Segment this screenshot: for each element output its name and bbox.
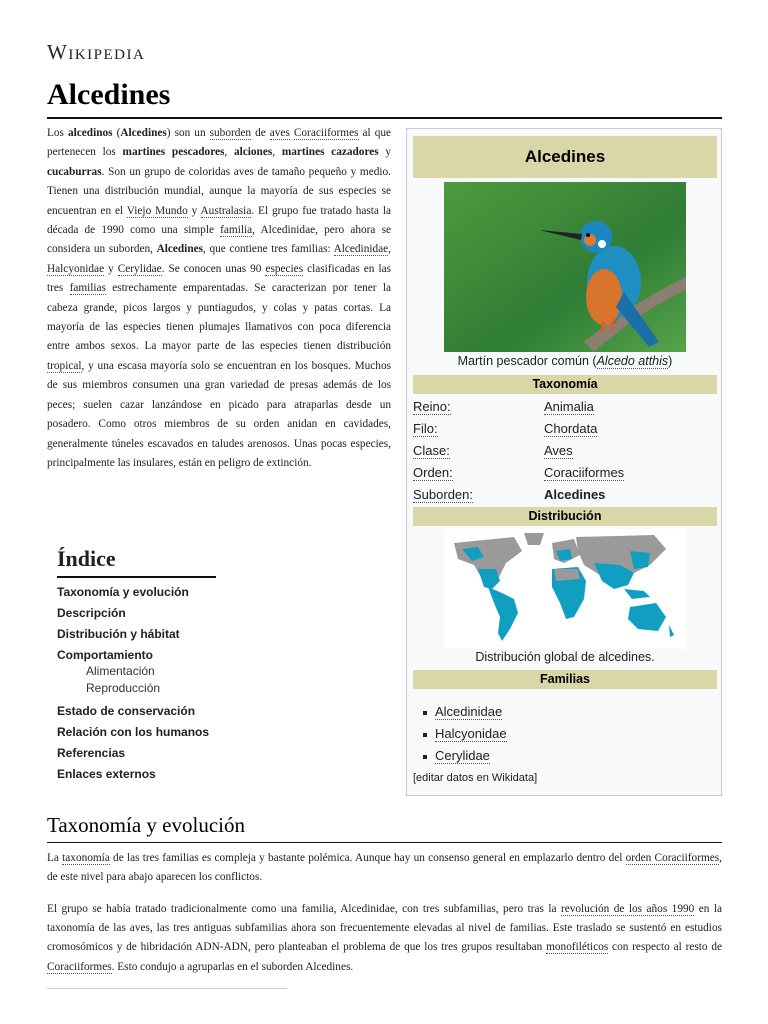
toc-item[interactable]: Relación con los humanos [57,725,210,739]
list-item [417,723,507,745]
distribution-header: Distribución [413,507,717,526]
taxonomy-label[interactable]: Suborden: [413,487,473,502]
toc-title: Índice [57,546,116,571]
toc-subitem[interactable]: Alimentación [86,664,155,678]
photo-caption: Martín pescador común (Alcedo atthis) [457,354,673,368]
section-paragraph-2: El grupo se había tratado tradicionalmente como una familia, Alcedinidae, con tres subfamilias, pero tras la revolución de los años 1990 en la taxonomía de las aves, las tres antiguas subfamilias ahora son frecuentemente elevadas al nivel de familias. Este traslado se sustentó en estudios cromosómicos y de hibridación ADN-ADN, pero planteaban el problema de que los tres grupos resultaban monofiléticos con respecto al resto de Coraciiformes. Esto condujo a agruparlas en el suborden Alcedines. [47,903,723,973]
taxonomy-row-clase [413,443,717,463]
toc-subitem[interactable]: Reproducción [86,681,161,695]
taxonomy-value[interactable]: Chordata [544,421,598,436]
taxonomy-value: Alcedines [544,487,606,502]
link-familias[interactable]: familias [69,282,106,295]
link-orden-coraciiformes[interactable]: orden Coraciiformes [625,852,720,864]
toc-item[interactable]: Enlaces externos [57,767,156,781]
toc-item[interactable]: Descripción [57,606,126,620]
table-of-contents [57,545,357,786]
taxonomy-row-reino [413,399,717,419]
link-especies[interactable]: especies [265,262,304,275]
toc-divider [57,576,216,578]
link-revolucion-1990[interactable]: revolución de los años 1990 [560,903,695,915]
taxonomy-value[interactable]: Animalia [544,399,594,414]
family-link-cerylidae[interactable]: Cerylidae [435,748,490,763]
toc-item[interactable]: Referencias [57,746,126,760]
taxonomy-label[interactable]: Orden: [413,465,453,480]
families-header: Familias [413,670,717,689]
taxonomy-value[interactable]: Coraciiformes [544,465,625,480]
taxonomy-label[interactable]: Clase: [413,443,450,458]
family-link-alcedinidae[interactable]: Alcedinidae [435,704,503,719]
taxobox [406,128,722,796]
list-item [417,701,507,723]
link-coraciiformes[interactable]: Coraciiformes [293,127,359,139]
family-link-halcyonidae[interactable]: Halcyonidae [435,726,507,741]
toc-item[interactable]: Distribución y hábitat [57,627,180,641]
families-list [417,701,507,767]
intro-paragraph: Los alcedinos (Alcedines) son un suborden de aves Coraciiformes al que pertenecen los martines pescadores, alciones, martines cazadores y cucaburras. Son un grupo de coloridas aves de tamaño pequeño y medio. Tienen una distribución mundial, aunque la mayoría de sus especies se encuentran en el Viejo Mundo y Australasia. El grupo fue tratado hasta la década de 1990 como una simple familia, Alcedinidae, pero ahora se considera un suborden, Alcedines, que contiene tres familias: Alcedinidae, Halcyonidae y Cerylidae. Se conocen unas 90 especies clasificadas en las tres familias estrechamente emparentadas. Se caracterizan por tener la cabeza grande, picos largos y puntiagudos, y colas y patas cortas. La mayoría de las especies tienen plumajes llamativos con poca diferencia entre ambos sexos. La mayor parte de las especies tienen distribución tropical, y una escasa mayoría solo se encuentran en los bosques. Muchos de sus miembros consumen una gran variedad de presas además de los peces; suelen cazar lanzándose en picado para atraparlas desde un posadero. Como otros miembros de su orden anidan en cavidades, generalmente túneles escavados en taludes arenosos. Unas pocas especies, principalmente las insulares, están en peligro de extinción. [47,127,392,469]
toc-item[interactable]: Comportamiento [57,648,153,662]
section-title: Taxonomía y evolución [47,813,245,837]
title-divider [47,117,722,119]
link-monofileticos[interactable]: monofiléticos [546,941,609,954]
list-item [417,745,507,767]
link-aves[interactable]: aves [269,127,290,139]
taxonomy-label[interactable]: Reino: [413,399,451,414]
wikipedia-logo[interactable]: Wikipedia [47,40,146,64]
taxobox-title: Alcedines [413,136,717,178]
taxonomy-row-filo [413,421,717,441]
link-cerylidae[interactable]: Cerylidae [117,262,162,275]
link-suborden[interactable]: suborden [209,127,252,139]
page-title: Alcedines [47,78,171,111]
link-familia[interactable]: familia [220,224,253,237]
link-alcedinidae[interactable]: Alcedinidae [333,243,389,256]
section-paragraph-1: La taxonomía de las tres familias es compleja y bastante polémica. Aunque hay un consenso general en emplazarlo dentro del orden Coraciiformes, de este nivel para abajo aparecen los conflictos. [47,852,722,884]
link-coraciiformes-2[interactable]: Coraciiformes [47,960,112,973]
link-halcyonidae[interactable]: Halcyonidae [47,262,105,275]
taxonomy-label[interactable]: Filo: [413,421,438,436]
link-australasia[interactable]: Australasia [200,204,252,217]
link-alcedo-atthis[interactable]: Alcedo atthis [596,354,669,368]
taxonomy-header: Taxonomía [413,375,717,394]
toc-item[interactable]: Estado de conservación [57,704,196,718]
link-taxonomia[interactable]: taxonomía [62,852,110,864]
map-caption: Distribución global de alcedines. [475,650,655,664]
link-tropical[interactable]: tropical [47,359,82,372]
taxonomy-row-suborden [413,487,717,507]
edit-wikidata-link[interactable]: [editar datos en Wikidata] [413,772,538,784]
section-divider [47,842,722,843]
distribution-map[interactable] [444,529,686,649]
taxonomy-value[interactable]: Aves [544,443,573,458]
kingfisher-photo[interactable] [444,182,686,352]
link-viejo-mundo[interactable]: Viejo Mundo [126,204,188,217]
footnote-divider [47,988,287,989]
taxonomy-row-orden [413,465,717,485]
toc-item[interactable]: Taxonomía y evolución [57,585,189,599]
